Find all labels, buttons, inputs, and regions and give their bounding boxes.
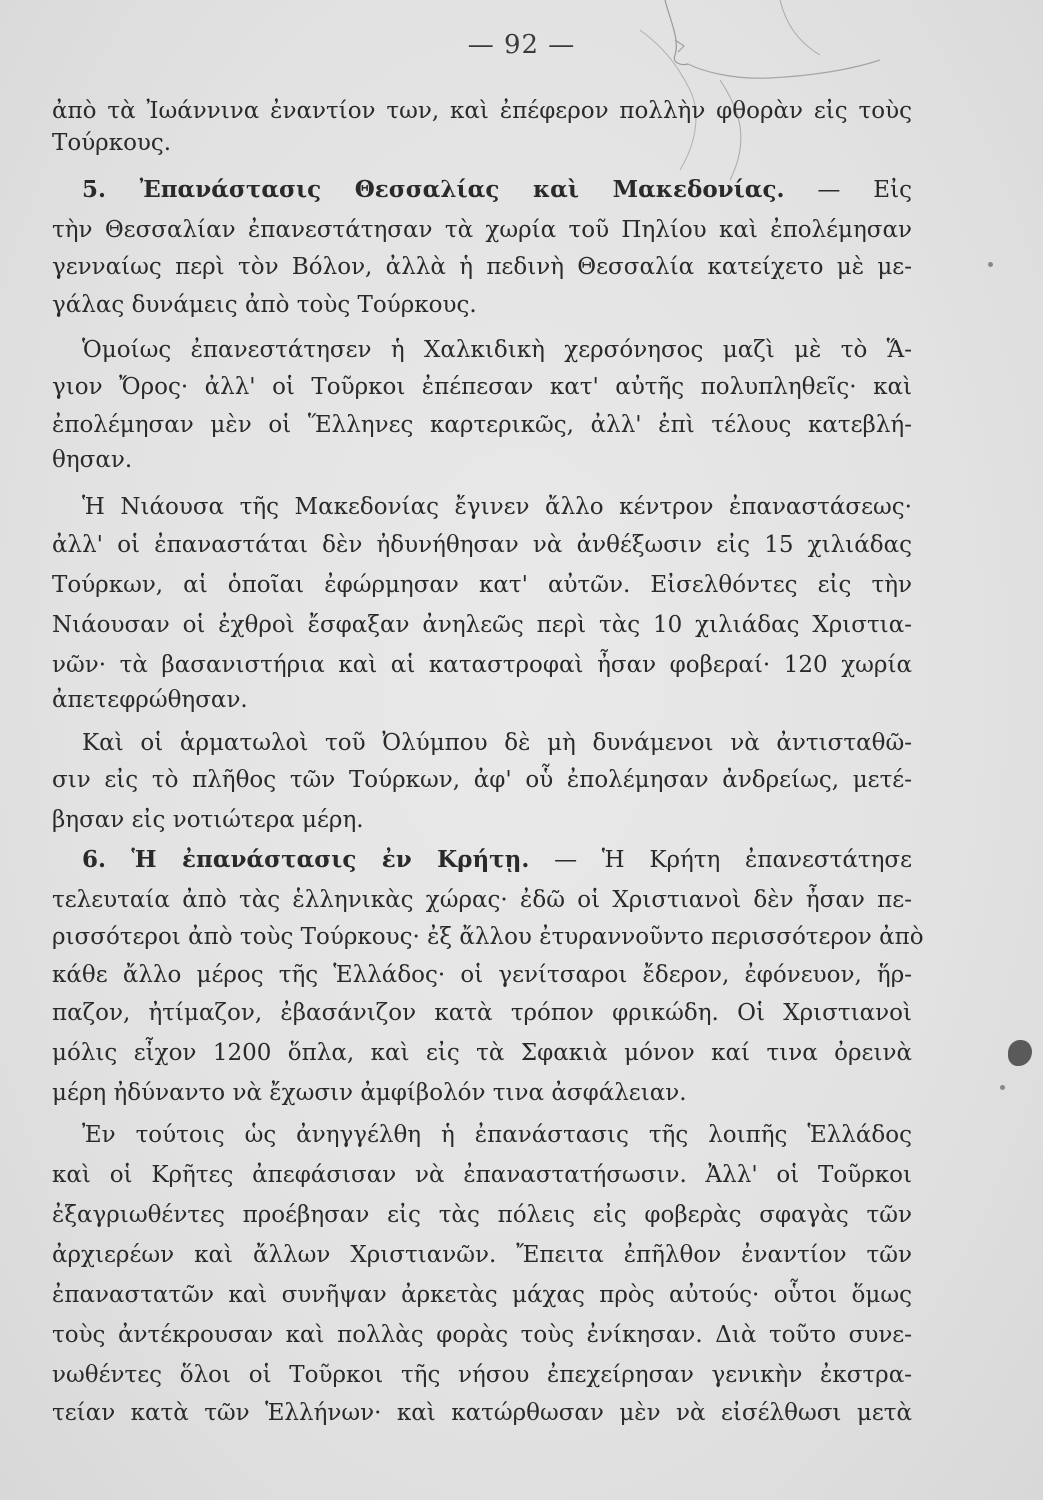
section-6-title-rest: — Ἡ Κρήτη ἐπανεστάτησε [529,847,912,873]
text-line: ἀπὸ τὰ Ἰωάννινα ἐναντίον των, καὶ ἐπέφερον πολλὴν φθορὰν εἰς τοὺς [52,98,912,124]
text-line: μέρη ἠδύναντο νὰ ἔχωσιν ἀμφίβολόν τινα ἀσφάλειαν. [52,1080,687,1106]
text-line: παζον, ἠτίμαζον, ἐβασάνιζον κατὰ τρόπον φρικώδη. Οἱ Χριστιανοὶ [52,1000,912,1026]
pencil-sketch [580,0,900,190]
text-line: τοὺς ἀντέκρουσαν καὶ πολλὰς φορὰς τοὺς ἐνίκησαν. Διὰ τοῦτο συνε- [52,1322,912,1348]
text-line: ἐξαγριωθέντες προέβησαν εἰς τὰς πόλεις εἰς φοβερὰς σφαγὰς τῶν [52,1202,912,1228]
section-5-heading [82,175,912,205]
text-line: νῶν· τὰ βασανιστήρια καὶ αἱ καταστροφαὶ ἦσαν φοβεραί· 120 χωρία [52,652,912,678]
text-line: τείαν κατὰ τῶν Ἑλλήνων· καὶ κατώρθωσαν μὲν νὰ εἰσέλθωσι μετὰ [52,1400,912,1426]
text-line: τὴν Θεσσαλίαν ἐπανεστάτησαν τὰ χωρία τοῦ Πηλίου καὶ ἐπολέμησαν [52,217,912,243]
section-6-title: 6. Ἡ ἐπανάστασις ἐν Κρήτῃ. [82,846,530,873]
text-line: καὶ οἱ Κρῆτες ἀπεφάσισαν νὰ ἐπαναστατήσωσιν. Ἀλλ' οἱ Τοῦρκοι [52,1162,912,1188]
section-6-heading [82,845,912,875]
text-line: μόλις εἶχον 1200 ὅπλα, καὶ εἰς τὰ Σφακιὰ μόνον καί τινα ὀρεινὰ [52,1040,912,1066]
text-line: νωθέντες ὅλοι οἱ Τοῦρκοι τῆς νήσου ἐπεχείρησαν γενικὴν ἐκστρα- [52,1362,912,1388]
text-line: σιν εἰς τὸ πλῆθος τῶν Τούρκων, ἀφ' οὗ ἐπολέμησαν ἀνδρείως, μετέ- [52,767,912,793]
section-5-title-rest: — Εἰς [784,177,912,203]
page-number: — 92 — [467,30,576,60]
text-line: τελευταία ἀπὸ τὰς ἑλληνικὰς χώρας· ἐδῶ οἱ Χριστιανοὶ δὲν ἦσαν πε- [52,887,912,913]
text-line: γιον Ὄρος· ἀλλ' οἱ Τοῦρκοι ἐπέπεσαν κατ' αὐτῆς πολυπληθεῖς· καὶ [52,374,912,400]
text-line: ἐπαναστατῶν καὶ συνῆψαν ἀρκετὰς μάχας πρὸς αὐτούς· οὗτοι ὅμως [52,1282,912,1308]
text-line: ἀπετεφρώθησαν. [52,687,248,713]
text-line: γάλας δυνάμεις ἀπὸ τοὺς Τούρκους. [52,292,477,318]
text-line: ἐπολέμησαν μὲν οἱ Ἕλληνες καρτερικῶς, ἀλλ' ἐπὶ τέλους κατεβλή- [52,412,912,438]
text-line: Τούρκους. [52,130,172,156]
ink-dot [988,262,993,267]
text-line: Ἡ Νιάουσα τῆς Μακεδονίας ἔγινεν ἄλλο κέντρον ἐπαναστάσεως· [82,494,912,520]
text-line: Καὶ οἱ ἁρματωλοὶ τοῦ Ὀλύμπου δὲ μὴ δυνάμενοι νὰ ἀντισταθῶ- [82,730,912,756]
text-line: βησαν εἰς νοτιώτερα μέρη. [52,807,364,833]
ink-dot [1000,1085,1005,1090]
text-line: Ἐν τούτοις ὡς ἀνηγγέλθη ἡ ἐπανάστασις τῆς λοιπῆς Ἑλλάδος [82,1122,912,1148]
text-line: Νιάουσαν οἱ ἐχθροὶ ἔσφαξαν ἀνηλεῶς περὶ τὰς 10 χιλιάδας Χριστια- [52,612,912,638]
text-line: ἀρχιερέων καὶ ἄλλων Χριστιανῶν. Ἔπειτα ἐπῆλθον ἐναντίον τῶν [52,1242,912,1268]
text-line: γενναίως περὶ τὸν Βόλον, ἀλλὰ ἡ πεδινὴ Θεσσαλία κατείχετο μὲ με- [52,254,912,280]
text-line: κάθε ἄλλο μέρος τῆς Ἑλλάδος· οἱ γενίτσαροι ἔδερον, ἐφόνευον, ἥρ- [52,962,912,988]
text-line: Ὁμοίως ἐπανεστάτησεν ἡ Χαλκιδικὴ χερσόνησος μαζὶ μὲ τὸ Ἅ- [82,337,912,363]
text-line: Τούρκων, αἱ ὁποῖαι ἐφώρμησαν κατ' αὐτῶν. Εἰσελθόντες εἰς τὴν [52,572,912,598]
section-5-title: 5. Ἐπανάστασις Θεσσαλίας καὶ Μακεδονίας. [82,176,785,203]
text-line: θησαν. [52,447,133,473]
text-line: ρισσότεροι ἀπὸ τοὺς Τούρκους· ἐξ ἄλλου ἐτυραννοῦντο περισσότερον ἀπὸ [52,924,924,950]
text-line: ἀλλ' οἱ ἐπαναστάται δὲν ἠδυνήθησαν νὰ ἀνθέξωσιν εἰς 15 χιλιάδας [52,532,912,558]
ink-blot [1008,1040,1032,1066]
